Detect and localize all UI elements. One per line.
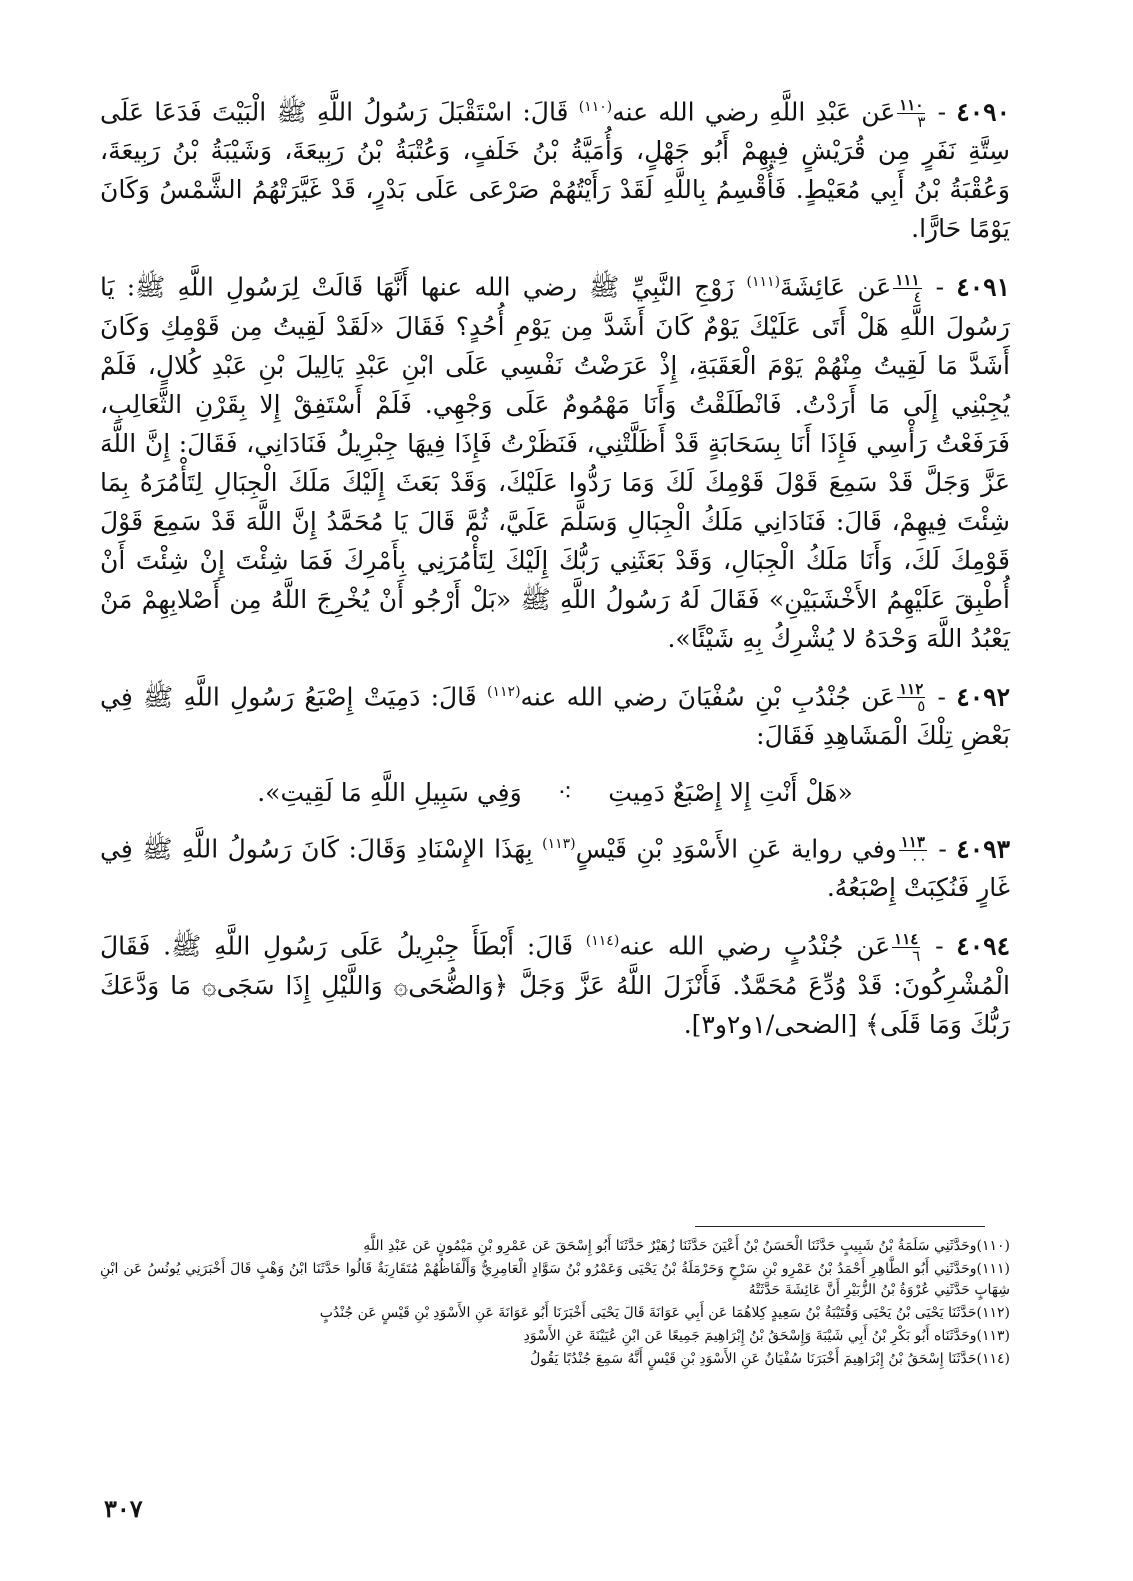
verse-first-half: «هَلْ أَنْتِ إِلا إِصْبَعٌ دَمِيتِ (608, 777, 853, 807)
hadith-fraction: $\frac{١١٤}{٦}$ (894, 930, 921, 966)
verse-separator: ⁖ (557, 777, 573, 807)
main-text (100, 88, 1010, 1059)
hadith-text: زَوْجِ النَّبِيِّ ﷺ رضي الله عنها أَنَّهَا قَالَتْ لِرَسُولِ اللَّهِ ﷺ: يَا رَسُولَ اللَّهِ هَلْ أَتَى عَلَيْكَ يَوْمٌ كَانَ أَشَدَّ مِن يَوْمِ أُحُدٍ؟ فَقَالَ «لَقَدْ لَقِيتُ مِن قَوْمِكِ وَكَانَ أَشَدَّ مَا لَقِيتُ مِنْهُمْ يَوْمَ الْعَقَبَةِ، إِذْ عَرَضْتُ نَفْسِي عَلَى ابْنِ عَبْدِ يَالِيلَ بْنِ عَبْدِ كُلالٍ، فَلَمْ يُجِبْنِي إِلَى مَا أَرَدْتُ. فَانْطَلَقْتُ وَأَنَا مَهْمُومٌ عَلَى وَجْهِي. فَلَمْ أَسْتَفِقْ إِلا بِقَرْنِ الثَّعَالِبِ، فَرَفَعْتُ رَأْسِي فَإِذَا أَنَا بِسَحَابَةٍ قَدْ أَظَلَّتْنِي، فَنَظَرْتُ فَإِذَا فِيهَا جِبْرِيلُ فَنَادَانِي، فَقَالَ: إِنَّ اللَّهَ عَزَّ وَجَلَّ قَدْ سَمِعَ قَوْلَ قَوْمِكَ لَكَ وَمَا رَدُّوا عَلَيْكَ، وَقَدْ بَعَثَ إِلَيْكَ مَلَكَ الْجِبَالِ لِتَأْمُرَهُ بِمَا شِئْتَ فِيهِمْ، قَالَ: فَنَادَانِي مَلَكُ الْجِبَالِ وَسَلَّمَ عَلَيَّ، ثُمَّ قَالَ يَا مُحَمَّدُ إِنَّ اللَّهَ قَدْ سَمِعَ قَوْلَ قَوْمِكَ لَكَ، وَأَنَا مَلَكُ الْجِبَالِ، وَقَدْ بَعَثَنِي رَبُّكَ إِلَيْكَ لِتَأْمُرَنِي بِأَمْرِكَ فَمَا شِئْتَ إِنْ شِئْتَ أَنْ أُطْبِقَ عَلَيْهِمُ الأَخْشَبَيْنِ» فَقَالَ لَهُ رَسُولُ اللَّهِ ﷺ «بَلْ أَرْجُو أَنْ يُخْرِجَ اللَّهُ مِن أَصْلابِهِمْ مَنْ يَعْبُدُ اللَّهَ وَحْدَهُ لا يُشْرِكُ بِهِ شَيْئًا». (100, 272, 1011, 653)
footnote-114: (١١٤)حَدَّثَنَا إِسْحَقُ بْنُ إِبْرَاهِيمَ أَخْبَرَنَا سُفْيَانُ عَنِ الأَسْوَدِ بْنِ قَيْسٍ أَنَّهُ سَمِعَ جُنْدُبًا يَقُولُ (530, 1351, 1010, 1367)
hadith-text: قَالَ: دَمِيَتْ إِصْبَعُ رَسُولِ اللَّهِ ﷺ فِي بَعْضِ تِلْكَ الْمَشَاهِدِ فَقَالَ: (100, 681, 1010, 750)
hadith-text: بِهَذَا الإِسْنَادِ وَقَالَ: كَانَ رَسُولُ اللَّهِ ﷺ فِي غَارٍ فَنُكِبَتْ إِصْبَعُهُ. (100, 834, 1010, 903)
footnote-111: (١١١)وحَدَّثَنِي أَبُو الطَّاهِرِ أَحْمَدُ بْنُ عَمْرِو بْنِ سَرْحٍ وَحَرْمَلَةُ بْنُ يَحْيَى وَعَمْرُو بْنُ سَوَّادٍ الْعَامِرِيُّ وَأَلْفَاظُهُمْ مُتَقَارِبَةٌ قَالُوا حَدَّثَنَا ابْنُ وَهْبٍ قَالَ أَخْبَرَنِي يُونُسُ عَن ابْنِ شِهَابٍ حَدَّثَنِي عُرْوَةُ بْنُ الزُّبَيْرِ أَنَّ عَائِشَةَ حَدَّثَتْهُ (100, 1261, 1010, 1298)
hadith-4092: ٤٠٩٢ - $\frac{١١٢}{٥}$ عَن جُنْدُبِ بْنِ سُفْيَانَ رضي الله عنه$^{(١١٢)}$ قَالَ: دَمِيَتْ إِصْبَعُ رَسُولِ اللَّهِ ﷺ فِي بَعْضِ تِلْكَ الْمَشَاهِدِ فَقَالَ: (100, 680, 1010, 750)
hadith-fraction: $\frac{١١٠}{٣}$ (899, 95, 926, 131)
hadith-narrator: عَن جُنْدُبِ بْنِ سُفْيَانَ رضي الله عنه (520, 681, 896, 711)
footnote-divider (695, 1226, 985, 1227)
hadith-4093: ٤٠٩٣ - $\frac{١١٣}{٠٠}$ وفي رواية عَنِ الأَسْوَدِ بْنِ قَيْسٍ$^{(١١٣)}$ بِهَذَا الإِسْنَادِ وَقَالَ: كَانَ رَسُولُ اللَّهِ ﷺ فِي غَارٍ فَنُكِبَتْ إِصْبَعُهُ. (100, 832, 1010, 903)
footnote-ref[interactable]: (١١١) (746, 274, 781, 291)
hadith-4094: ٤٠٩٤ - $\frac{١١٤}{٦}$ عَن جُنْدُبٍ رضي الله عنه$^{(١١٤)}$ قَالَ: أَبْطَأَ جِبْرِيلُ عَلَى رَسُولِ اللَّهِ ﷺ. فَقَالَ الْمُشْرِكُونَ: قَدْ وُدِّعَ مُحَمَّدٌ. فَأَنْزَلَ اللَّهُ عَزَّ وَجَلَّ ﴿وَالضُّحَى۞ وَاللَّيْلِ إِذَا سَجَى۞ مَا وَدَّعَكَ رَبُّكَ وَمَا قَلَى﴾ [الضحى/١و٢و٣]. (100, 930, 1010, 1039)
hadith-number: ٤٠٩٤ (956, 931, 1010, 961)
footnote-113: (١١٣)وحَدَّثَنَاه أَبُو بَكْرِ بْنُ أَبِي شَيْبَةَ وَإِسْحَقُ بْنُ إِبْرَاهِيمَ جَمِيعًا عَن ابْنِ عُيَيْنَةَ عَنِ الأَسْوَدِ (523, 1328, 1010, 1344)
hadith-number: ٤٠٩٣ (956, 834, 1010, 864)
footnote-ref[interactable]: (١١٤) (585, 933, 620, 950)
footnotes (100, 1236, 1010, 1372)
hadith-fraction: $\frac{١١٣}{٠٠}$ (900, 832, 927, 868)
footnote-ref[interactable]: (١١٢) (487, 683, 521, 700)
verse-second-half: وَفِي سَبِيلِ اللَّهِ مَا لَقِيتِ». (257, 777, 522, 807)
hadith-number: ٤٠٩٢ (956, 681, 1010, 711)
hadith-4091: ٤٠٩١ - $\frac{١١١}{٤}$ عَن عَائِشَةَ$^{(١١١)}$ زَوْجِ النَّبِيِّ ﷺ رضي الله عنها أَنَّهَا قَالَتْ لِرَسُولِ اللَّهِ ﷺ: يَا رَسُولَ اللَّهِ هَلْ أَتَى عَلَيْكَ يَوْمٌ كَانَ أَشَدَّ مِن يَوْمِ أُحُدٍ؟ فَقَالَ «لَقَدْ لَقِيتُ مِن قَوْمِكِ وَكَانَ أَشَدَّ مَا لَقِيتُ مِنْهُمْ يَوْمَ الْعَقَبَةِ، إِذْ عَرَضْتُ نَفْسِي عَلَى ابْنِ عَبْدِ يَالِيلَ بْنِ عَبْدِ كُلالٍ، فَلَمْ يُجِبْنِي إِلَى مَا أَرَدْتُ. فَانْطَلَقْتُ وَأَنَا مَهْمُومٌ عَلَى وَجْهِي. فَلَمْ أَسْتَفِقْ إِلا بِقَرْنِ الثَّعَالِبِ، فَرَفَعْتُ رَأْسِي فَإِذَا أَنَا بِسَحَابَةٍ قَدْ أَظَلَّتْنِي، فَنَظَرْتُ فَإِذَا فِيهَا جِبْرِيلُ فَنَادَانِي، فَقَالَ: إِنَّ اللَّهَ عَزَّ وَجَلَّ قَدْ سَمِعَ قَوْلَ قَوْمِكَ لَكَ وَمَا رَدُّوا عَلَيْكَ، وَقَدْ بَعَثَ إِلَيْكَ مَلَكَ الْجِبَالِ لِتَأْمُرَهُ بِمَا شِئْتَ فِيهِمْ، قَالَ: فَنَادَانِي مَلَكُ الْجِبَالِ وَسَلَّمَ عَلَيَّ، ثُمَّ قَالَ يَا مُحَمَّدُ إِنَّ اللَّهَ قَدْ سَمِعَ قَوْلَ قَوْمِكَ لَكَ، وَأَنَا مَلَكُ الْجِبَالِ، وَقَدْ بَعَثَنِي رَبُّكَ إِلَيْكَ لِتَأْمُرَنِي بِأَمْرِكَ فَمَا شِئْتَ إِنْ شِئْتَ أَنْ أُطْبِقَ عَلَيْهِمُ الأَخْشَبَيْنِ» فَقَالَ لَهُ رَسُولُ اللَّهِ ﷺ «بَلْ أَرْجُو أَنْ يُخْرِجَ اللَّهُ مِن أَصْلابِهِمْ مَنْ يَعْبُدُ اللَّهَ وَحْدَهُ لا يُشْرِكُ بِهِ شَيْئًا». (100, 271, 1011, 653)
hadith-4090: ٤٠٩٠ - $\frac{١١٠}{٣}$ عَن عَبْدِ اللَّهِ رضي الله عنه$^{(١١٠)}$ قَالَ: اسْتَقْبَلَ رَسُولُ اللَّهِ ﷺ الْبَيْتَ فَدَعَا عَلَى سِتَّةِ نَفَرٍ مِن قُرَيْشٍ فِيهِمْ أَبُو جَهْلٍ، وَأُمَيَّةُ بْنُ خَلَفٍ، وَعُتْبَةُ بْنُ رَبِيعَةَ، وَشَيْبَةُ بْنُ رَبِيعَةَ، وَعُقْبَةُ بْنُ أَبِي مُعَيْطٍ. فَأُقْسِمُ بِاللَّهِ لَقَدْ رَأَيْتُهُمْ صَرْعَى عَلَى بَدْرٍ، قَدْ غَيَّرَتْهُمُ الشَّمْسُ وَكَانَ يَوْمًا حَارًّا. (100, 95, 1010, 244)
hadith-text: قَالَ: اسْتَقْبَلَ رَسُولُ اللَّهِ ﷺ الْبَيْتَ فَدَعَا عَلَى سِتَّةِ نَفَرٍ مِن قُرَيْشٍ فِيهِمْ أَبُو جَهْلٍ، وَأُمَيَّةُ بْنُ خَلَفٍ، وَعُتْبَةُ بْنُ رَبِيعَةَ، وَشَيْبَةُ بْنُ رَبِيعَةَ، وَعُقْبَةُ بْنُ أَبِي مُعَيْطٍ. فَأُقْسِمُ بِاللَّهِ لَقَدْ رَأَيْتُهُمْ صَرْعَى عَلَى بَدْرٍ، قَدْ غَيَّرَتْهُمُ الشَّمْسُ وَكَانَ يَوْمًا حَارًّا. (100, 97, 1010, 244)
footnote-112: (١١٢)حَدَّثَنَا يَحْيَى بْنُ يَحْيَى وَقُتَيْبَةُ بْنُ سَعِيدٍ كِلاهُمَا عَن أَبِي عَوَانَةَ قَالَ يَحْيَى أَخْبَرَنَا أَبُو عَوَانَةَ عَنِ الأَسْوَدِ بْنِ قَيْسٍ عَن جُنْدُبٍ (319, 1305, 1010, 1321)
footnote-ref[interactable]: (١١٠) (578, 99, 613, 115)
footnote-110: (١١٠)وحَدَّثَنِي سَلَمَةُ بْنُ شَبِيبٍ حَدَّثَنَا الْحَسَنُ بْنُ أَعْيَنَ حَدَّثَنَا زُهَيْرٌ حَدَّثَنَا أَبُو إِسْحَقَ عَن عَمْرِو بْنِ مَيْمُونٍ عَن عَبْدِ اللَّهِ (363, 1238, 1010, 1254)
poetry-verse (100, 773, 1010, 813)
hadith-narrator: عَن جُنْدُبٍ رضي الله عنه (619, 931, 891, 961)
hadith-narrator: وفي رواية عَنِ الأَسْوَدِ بْنِ قَيْسٍ (575, 834, 897, 864)
footnote-ref[interactable]: (١١٣) (542, 835, 576, 852)
hadith-fraction: $\frac{١١١}{٤}$ (895, 271, 922, 307)
hadith-number: ٤٠٩٠ (956, 97, 1010, 127)
hadith-text: قَالَ: أَبْطَأَ جِبْرِيلُ عَلَى رَسُولِ اللَّهِ ﷺ. فَقَالَ الْمُشْرِكُونَ: قَدْ وُدِّعَ مُحَمَّدٌ. فَأَنْزَلَ اللَّهُ عَزَّ وَجَلَّ ﴿وَالضُّحَى۞ وَاللَّيْلِ إِذَا سَجَى۞ مَا وَدَّعَكَ رَبُّكَ وَمَا قَلَى﴾ [الضحى/١و٢و٣]. (100, 931, 1010, 1039)
hadith-fraction: $\frac{١١٢}{٥}$ (899, 680, 926, 716)
hadith-narrator: عَن عَائِشَةَ (780, 272, 892, 302)
hadith-narrator: عَن عَبْدِ اللَّهِ رضي الله عنه (612, 97, 896, 127)
hadith-number: ٤٠٩١ (956, 272, 1011, 302)
page-number: ٣٠٧ (104, 1494, 143, 1523)
